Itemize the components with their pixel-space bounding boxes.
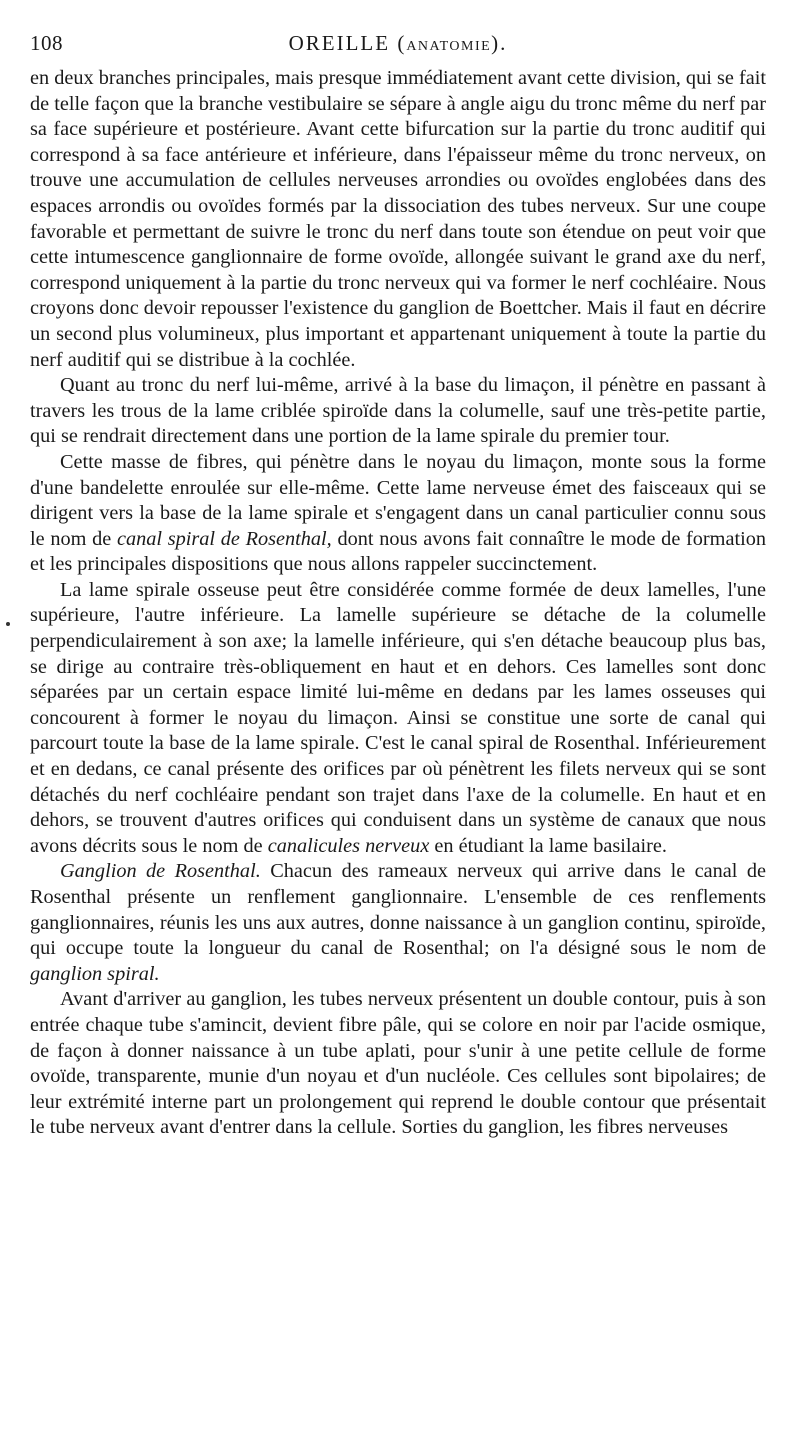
paragraph-tubes-nerveux: Avant d'arriver au ganglion, les tubes nerveux présentent un double contour, puis à son entrée chaque tube s'amincit, devient fibre pâle, qui se colore en noir par l'acide osmique, de façon à donner naissance à un tube aplati, pour s'unir à une petite cellule de forme ovoïde, transparente, munie d'un noyau et d'un nucléole. Ces cellules sont bipolaires; de leur extrémité interne part un prolongement qui reprend le double contour que présentait le tube nerveux avant d'entrer dans la cellule. Sorties du ganglion, les fibres nerveuses: [30, 988, 766, 1139]
italic-term-ganglion-spiral: ganglion spiral.: [30, 962, 160, 985]
document-page: [30, 28, 766, 1141]
paragraph-text: Chacun des rameaux nerveux qui arrive dans le canal de Rosenthal présente un renflement ganglionnaire. L'ensemble de ces renflements ganglionnaires, réunis les uns aux autres, donne naissance à un ganglion continu, spiroïde, qui occupe toute la longueur du canal de Rosenthal; on l'a désigné sous le nom de: [30, 860, 766, 960]
paragraph-continuation: en deux branches principales, mais presque immédiatement avant cette division, qui se fait de telle façon que la branche vestibulaire se sépare à angle aigu du tronc même du nerf par sa face supérieure et postérieure. Avant cette bifurcation sur la partie du tronc auditif qui correspond à sa face antérieure et inférieure, dans l'épaisseur même du tronc nerveux, on trouve une accumulation de cellules nerveuses arrondies ou ovoïdes englobées dans des espaces arrondis ou ovoïdes formés par la dissociation des tubes nerveux. Sur une coupe favorable et permettant de suivre le tronc du nerf dans toute son étendue on peut voir que cette intumescence ganglionnaire de forme ovoïde, allongée suivant le grand axe du nerf, correspond uniquement à la partie du tronc nerveux qui va former le nerf cochléaire. Nous croyons donc devoir repousser l'existence du ganglion de Boettcher. Mais il faut en décrire un second plus volumineux, plus important et appartenant uniquement à toute la partie du nerf auditif qui se distribue à la cochlée.: [30, 67, 766, 371]
paragraph-text: en étudiant la lame basilaire.: [429, 834, 667, 857]
running-title-close: ).: [491, 31, 508, 55]
running-header: [30, 28, 766, 62]
paragraph-tronc-du-nerf: Quant au tronc du nerf lui-même, arrivé à la base du limaçon, il pénètre en passant à travers les trous de la lame criblée spiroïde dans la columelle, sauf une très-petite partie, qui se rendrait directement dans une portion de la lame spirale du premier tour.: [30, 374, 766, 448]
running-title-small-caps: ANATOMIE: [406, 39, 492, 54]
running-title: [30, 28, 766, 62]
section-heading-ganglion-de-rosenthal: Ganglion de Rosenthal.: [60, 860, 261, 883]
paragraph-text: Cette masse de fibres, qui pénètre dans le noyau du limaçon, monte sous la forme d'une bandelette enroulée sur elle-même. Cette lame nerveuse émet des faisceaux qui se dirigent vers la base de la lame spirale et s'engagent dans un canal particulier connu sous le nom de: [30, 450, 766, 550]
running-title-open: (: [397, 31, 407, 55]
page-number: 108: [30, 31, 63, 55]
paragraph-ganglion-de-rosenthal: [30, 859, 766, 987]
running-title-main: OREILLE: [288, 31, 391, 55]
paragraph-masse-de-fibres: [30, 450, 766, 578]
paragraph-text: dont nous avons fait connaître le mode de formation et les principales dispositions que nous allons rappeler succinctement.: [30, 527, 766, 576]
italic-term-canalicules-nerveux: canalicules nerveux: [267, 834, 430, 857]
paragraph-lame-spirale: [30, 578, 766, 860]
paragraph-text: La lame spirale osseuse peut être considérée comme formée de deux lamelles, l'une supérieure, l'autre inférieure. La lamelle supérieure se détache de la columelle perpendiculairement à son axe; la lamelle inférieure, qui s'en détache beaucoup plus bas, se dirige au contraire très-obliquement en haut et en dehors. Ces lamelles sont donc séparées par un certain espace limité lui-même en dedans par les lames osseuses qui concourent à former le noyau du limaçon. Ainsi se constitue une sorte de canal qui parcourt toute la base de la lame spirale. C'est le canal spiral de Rosenthal. Inférieurement et en dedans, ce canal présente des orifices par où pénètrent les filets nerveux qui se sont détachés du nerf cochléaire pendant son trajet dans l'axe de la columelle. En haut et en dehors, se trouvent d'autres orifices qui conduisent dans un système de canaux que nous avons décrits sous le nom de: [30, 578, 766, 857]
italic-term-canal-spiral: canal spiral de Rosenthal,: [116, 527, 332, 550]
body-text: [30, 66, 766, 1141]
margin-mark: [6, 622, 10, 626]
